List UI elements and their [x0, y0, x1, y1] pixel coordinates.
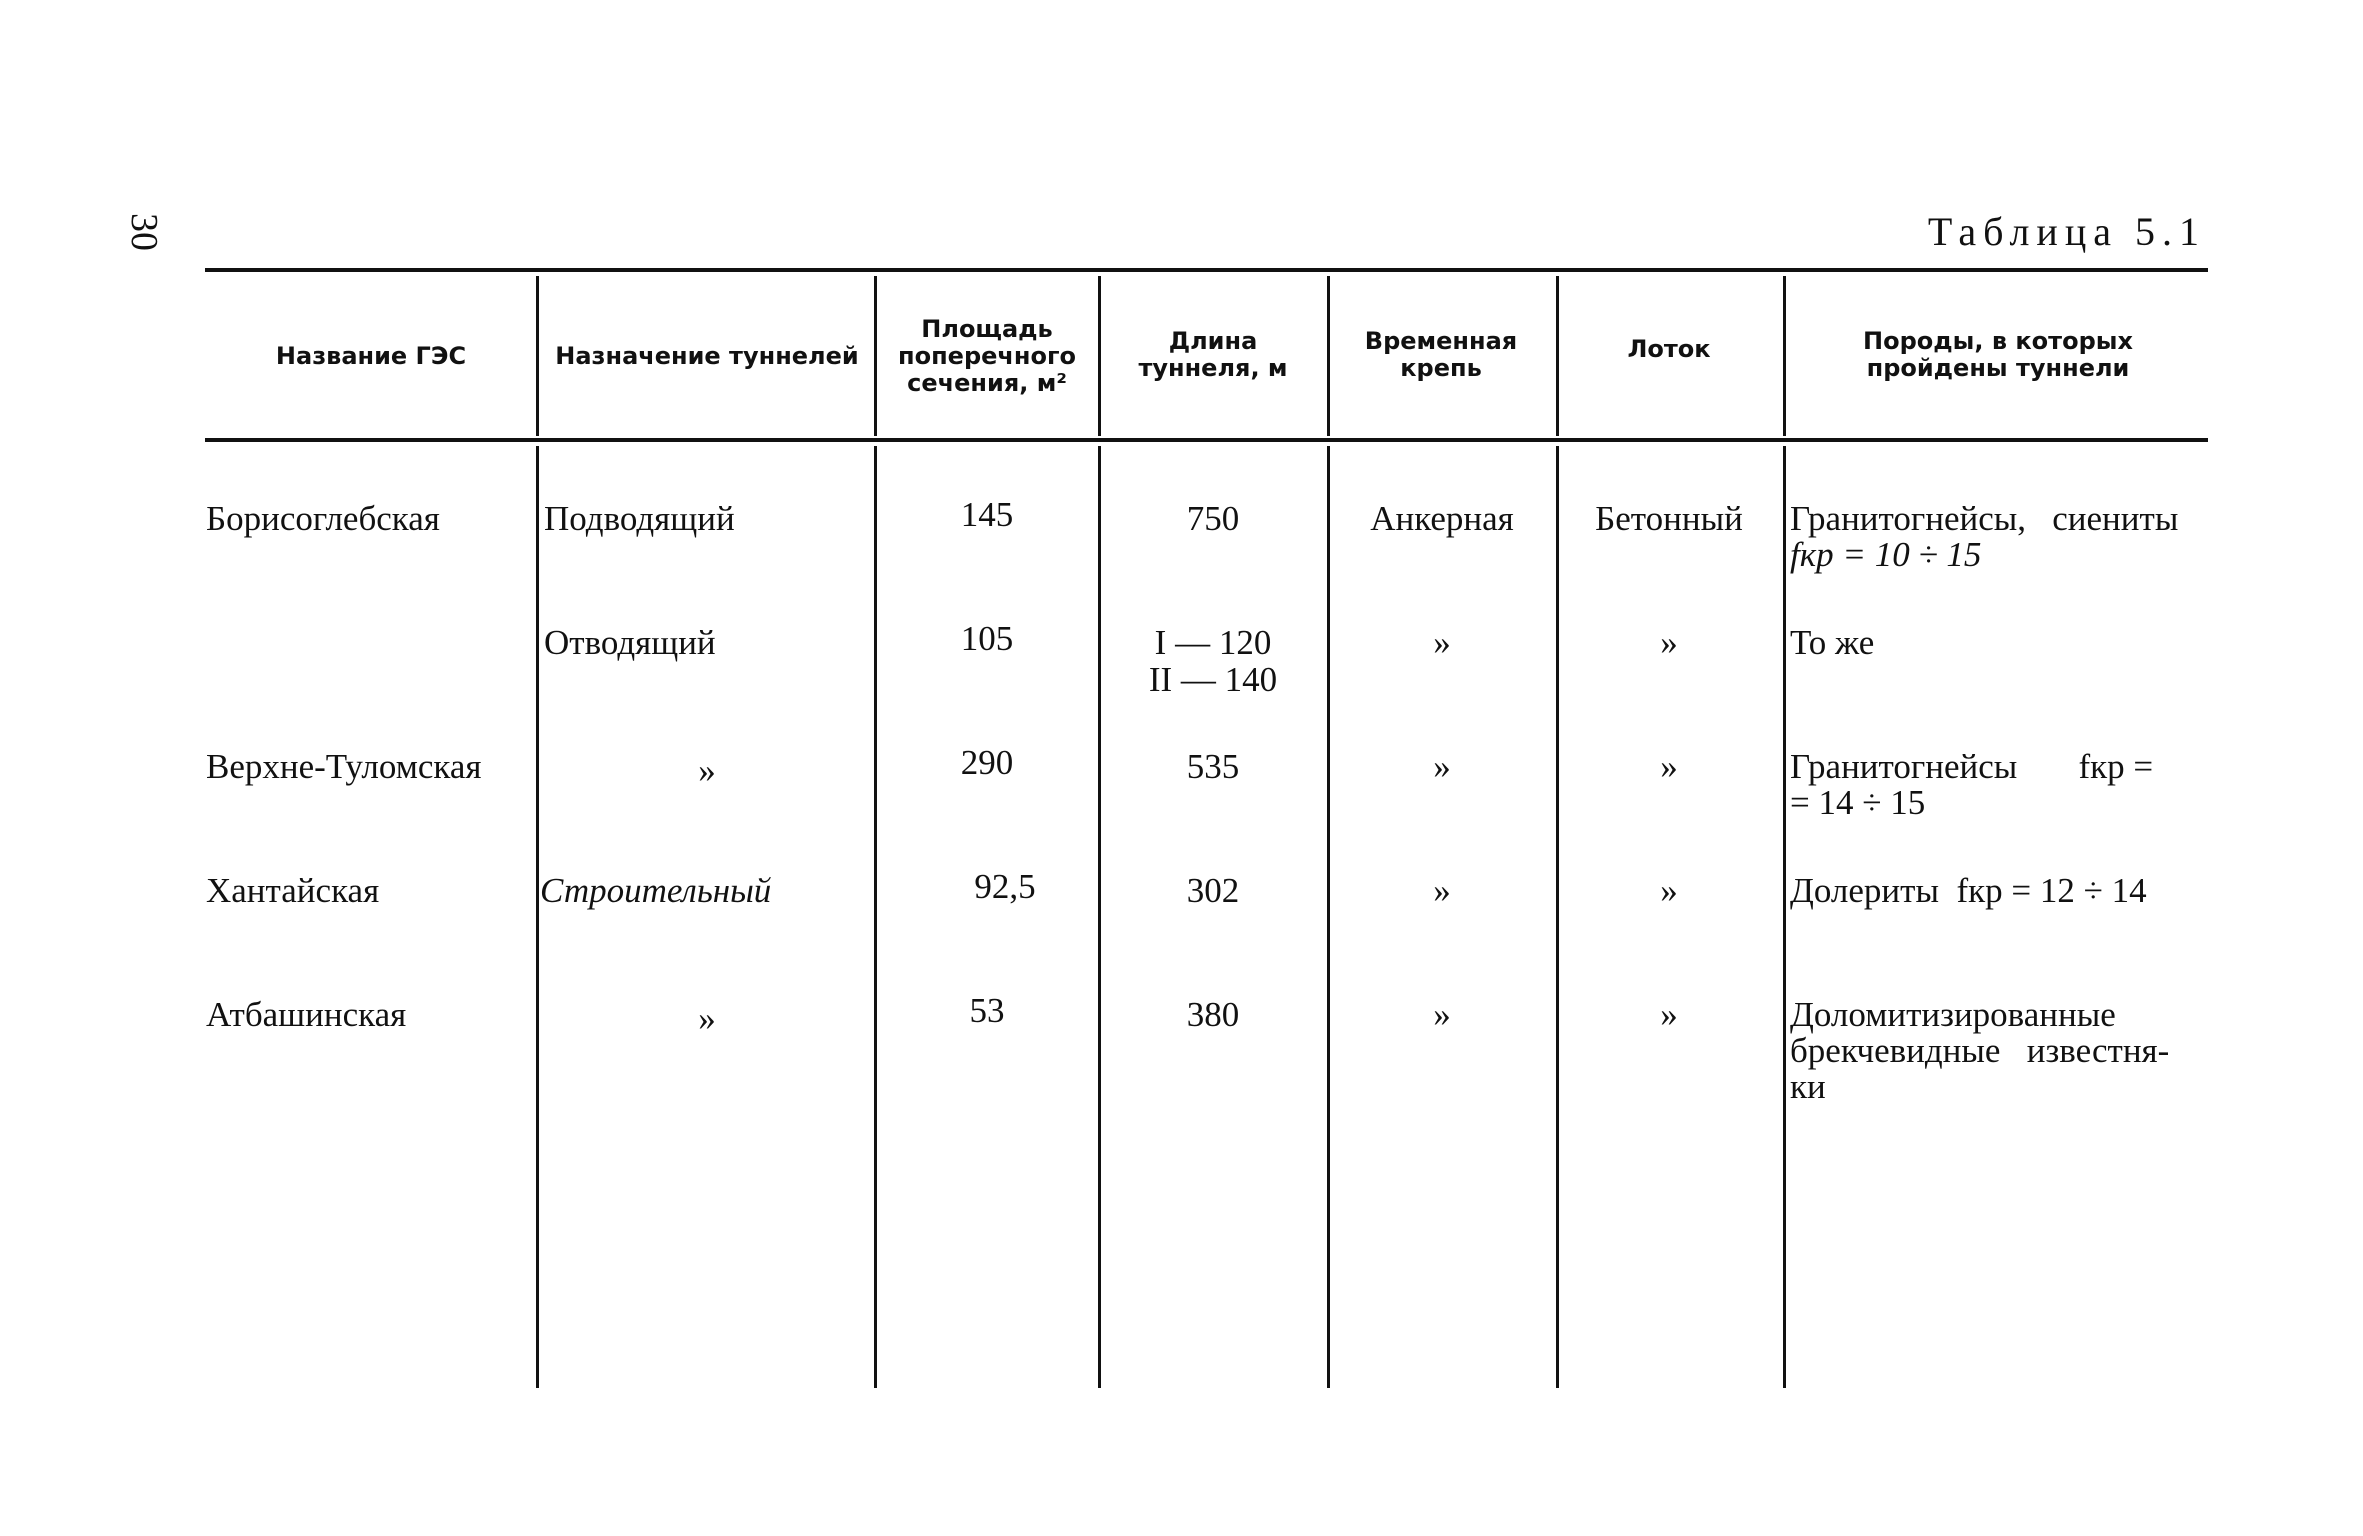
row4-station-name: Хантайская: [206, 871, 380, 910]
row1-rocks-line1: Гранитогнейсы, сиениты: [1790, 499, 2179, 538]
row5-station-name: Атбашинская: [206, 995, 407, 1034]
column-divider: [874, 276, 877, 436]
table-header-rule: [205, 438, 2208, 442]
row1-tray: Бетонный: [1595, 499, 1743, 538]
column-divider: [536, 276, 539, 436]
row2-purpose: Отводящий: [544, 623, 716, 662]
row3-station-name: Верхне-Туломская: [206, 747, 482, 786]
row3-tray: »: [1660, 747, 1678, 786]
row4-length: 302: [1186, 871, 1240, 910]
column-divider: [874, 446, 877, 1388]
table-top-rule: [205, 268, 2208, 272]
row5-tray: »: [1660, 995, 1678, 1034]
row3-length: 535: [1186, 747, 1240, 786]
row2-length: I — 120 II — 140: [1148, 623, 1278, 699]
column-divider: [1783, 446, 1786, 1388]
row1-support: Анкерная: [1370, 499, 1514, 538]
row5-rocks-line2: брекчевидные известня-: [1790, 1031, 2170, 1070]
row2-rocks-line1: То же: [1790, 623, 1875, 662]
column-divider: [1098, 276, 1101, 436]
row2-support: »: [1433, 623, 1451, 662]
column-divider: [1556, 276, 1559, 436]
row5-purpose: »: [698, 999, 716, 1038]
row5-support: »: [1433, 995, 1451, 1034]
row3-support: »: [1433, 747, 1451, 786]
row5-length: 380: [1186, 995, 1240, 1034]
column-divider: [1783, 276, 1786, 436]
row1-area: 145: [960, 495, 1014, 534]
column-divider: [1327, 446, 1330, 1388]
column-divider: [1327, 276, 1330, 436]
row5-rocks-line1: Доломитизированные: [1790, 995, 2116, 1034]
row3-area: 290: [960, 743, 1014, 782]
row5-rocks-line3: ки: [1790, 1067, 1826, 1106]
row2-area: 105: [960, 619, 1014, 658]
header-tray: Лоток: [1627, 335, 1711, 363]
row4-rocks-line1: Долериты fкр = 12 ÷ 14: [1790, 871, 2147, 910]
row1-length: 750: [1186, 499, 1240, 538]
page-number: 30: [123, 213, 165, 251]
row5-area: 53: [969, 991, 1005, 1030]
row4-support: »: [1433, 871, 1451, 910]
header-temporary-support: Временная крепь: [1364, 327, 1518, 382]
column-divider: [1556, 446, 1559, 1388]
header-tunnel-purpose: Назначение туннелей: [555, 342, 859, 370]
header-tunnel-length: Длина туннеля, м: [1138, 327, 1288, 382]
header-station-name: Название ГЭС: [275, 342, 467, 370]
row1-purpose: Подводящий: [544, 499, 735, 538]
row3-rocks-line2: = 14 ÷ 15: [1790, 783, 1926, 822]
row2-tray: »: [1660, 623, 1678, 662]
row3-purpose: »: [698, 751, 716, 790]
row3-rocks-line1: Гранитогнейсы fкр =: [1790, 747, 2154, 786]
row1-station-name: Борисоглебская: [206, 499, 440, 538]
table-caption: Таблица 5.1: [1927, 209, 2206, 254]
row4-tray: »: [1660, 871, 1678, 910]
header-rocks: Породы, в которых пройдены туннели: [1863, 327, 2133, 382]
column-divider: [1098, 446, 1101, 1388]
header-cross-section-area: Площадь поперечного сечения, м²: [898, 315, 1076, 397]
row4-area: 92,5: [974, 867, 1036, 906]
row4-purpose: Строительный: [540, 871, 772, 910]
column-divider: [536, 446, 539, 1388]
row1-rocks-line2: fкр = 10 ÷ 15: [1790, 535, 1982, 574]
